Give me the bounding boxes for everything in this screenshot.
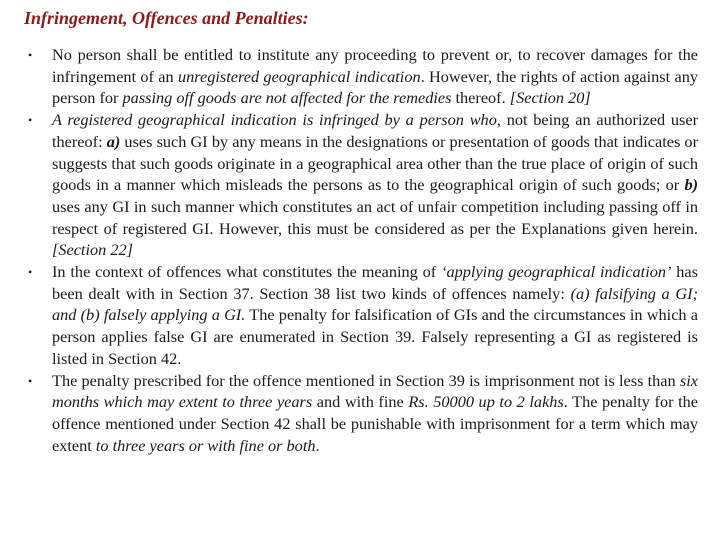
page-title: Infringement, Offences and Penalties: bbox=[24, 8, 309, 28]
text-segment: . However, the rights of action against any person for bbox=[52, 66, 699, 108]
text-segment: uses such GI by any means in the designations or presentation of goods that indicates or suggests that such goods originate in a geographical area other than the true place of origin of such goods in a manner which misleads the persons as to the geographical origin of such goods; or bbox=[52, 131, 698, 195]
text-segment: six months which may extent to three years bbox=[52, 370, 698, 412]
text-segment: Rs. 50000 up to 2 lakhs bbox=[408, 392, 564, 412]
text-segment: No person shall be entitled to institute any proceeding to prevent or, to recover damages for the infringement of an bbox=[52, 45, 698, 86]
bullet-item bbox=[26, 370, 698, 457]
text-segment: thereof. bbox=[451, 88, 510, 108]
bullet-marker: • bbox=[28, 113, 33, 128]
bullet-marker: • bbox=[28, 373, 33, 388]
text-segment: The penalty for falsification of GIs and the circumstances in which a person applies false GI are enumerated in Section 39. Falsely representing a GI as registered is listed in Section 42. bbox=[52, 305, 699, 368]
text-segment: b) bbox=[684, 175, 698, 195]
text-segment: unregistered geographical indication bbox=[178, 66, 421, 86]
text-segment: The penalty prescribed for the offence mentioned in Section 39 is imprisonment not is less than bbox=[52, 370, 680, 390]
text-segment: , not being an authorized user thereof: bbox=[52, 110, 698, 151]
text-segment: . bbox=[315, 435, 320, 455]
text-segment: [Section 22] bbox=[52, 240, 133, 260]
bullet-item bbox=[26, 261, 698, 370]
bullet-item bbox=[26, 44, 698, 109]
text-segment: A registered geographical indication is infringed by a person who bbox=[52, 110, 497, 130]
bullet-text bbox=[52, 44, 698, 109]
text-segment: passing off goods are not affected for the remedies bbox=[122, 88, 452, 108]
bullet-item bbox=[26, 109, 698, 261]
bullet-text bbox=[52, 370, 698, 457]
bullet-marker: • bbox=[28, 265, 33, 280]
text-segment: uses any GI in such manner which constitutes an act of unfair competition including passing off in respect of registered GI. However, this must be considered as per the Explanations given herein. bbox=[52, 196, 698, 238]
text-segment: a) bbox=[106, 131, 121, 151]
text-segment: ‘applying geographical indication’ bbox=[441, 262, 672, 282]
text-segment: (a) falsifying a GI; and (b) falsely applying a GI. bbox=[52, 283, 698, 325]
text-segment: In the context of offences what constitutes the meaning of bbox=[52, 262, 442, 282]
text-segment: [Section 20] bbox=[509, 88, 591, 108]
bullet-list bbox=[26, 44, 698, 456]
text-segment: . The penalty for the offence mentioned under Section 42 shall be punishable with imprisonment for a term which may extent bbox=[52, 392, 698, 455]
text-segment: and with fine bbox=[312, 392, 409, 412]
text-segment: has been dealt with in Section 37. Section 38 list two kinds of offences namely: bbox=[52, 262, 698, 303]
text-segment: to three years or with fine or both bbox=[95, 435, 316, 455]
bullet-text bbox=[52, 261, 698, 370]
bullet-text bbox=[52, 109, 698, 261]
bullet-marker: • bbox=[28, 48, 33, 62]
